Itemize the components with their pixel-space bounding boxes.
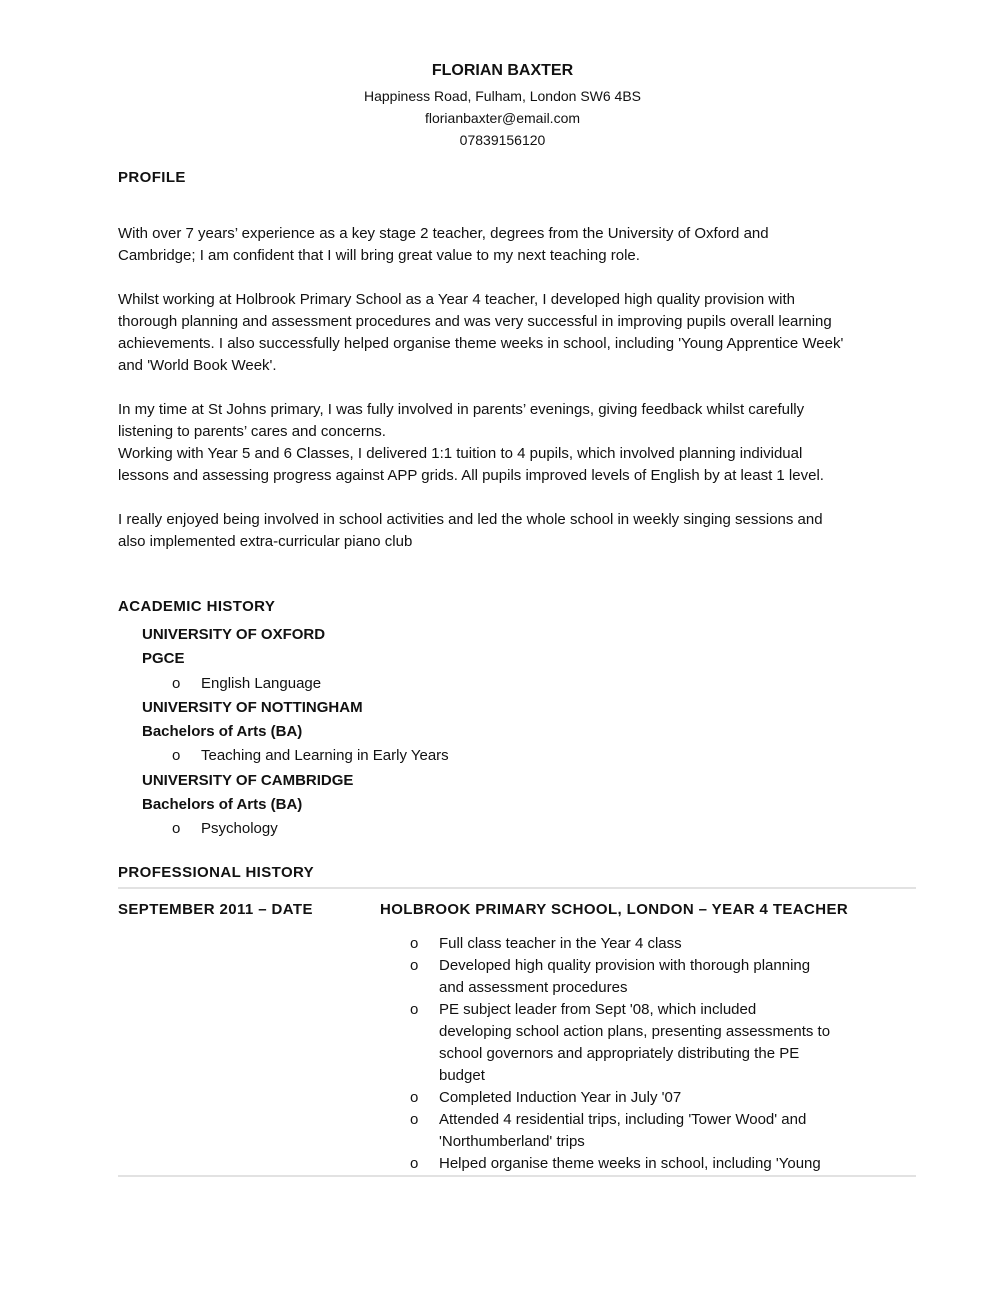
bullet-line: 'Northumberland' trips bbox=[439, 1133, 585, 1150]
degree: PGCE bbox=[142, 650, 185, 668]
profile-line: I really enjoyed being involved in school activities and led the whole school in weekly singing sessions and bbox=[118, 511, 823, 528]
paragraph-gap bbox=[118, 267, 843, 289]
bullet-line: developing school action plans, presenting assessments to bbox=[439, 1023, 831, 1040]
divider bbox=[118, 887, 916, 889]
bullet-icon: o bbox=[410, 1089, 419, 1106]
job-bullet-item bbox=[410, 955, 830, 999]
subject-item bbox=[142, 744, 449, 768]
bullet-line: school governors and appropriately distributing the PE bbox=[439, 1045, 800, 1062]
subject: English Language bbox=[201, 674, 322, 692]
bullet-icon: o bbox=[410, 957, 419, 974]
bullet-line: Completed Induction Year in July '07 bbox=[439, 1089, 682, 1106]
candidate-name: FLORIAN BAXTER bbox=[431, 62, 574, 79]
profile-line: In my time at St Johns primary, I was fully involved in parents’ evenings, giving feedback whilst carefully bbox=[118, 401, 805, 418]
job-bullet-item bbox=[410, 933, 830, 955]
email: florianbaxter@email.com bbox=[424, 110, 581, 126]
paragraph-gap bbox=[118, 487, 843, 509]
profile-heading: PROFILE bbox=[118, 169, 186, 186]
profile-line: listening to parents’ cares and concerns. bbox=[118, 423, 386, 440]
job-bullets bbox=[410, 933, 830, 1175]
bullet-line: Full class teacher in the Year 4 class bbox=[439, 935, 682, 952]
profile-line: With over 7 years’ experience as a key stage 2 teacher, degrees from the University of Oxford and bbox=[118, 225, 769, 242]
bullet-icon: o bbox=[410, 1155, 419, 1172]
degree: Bachelors of Arts (BA) bbox=[142, 723, 303, 741]
profile-line: achievements. I also successfully helped organise theme weeks in school, including 'Young Apprentice Week' bbox=[118, 335, 844, 352]
academic-list bbox=[142, 623, 449, 842]
paragraph-gap bbox=[118, 377, 843, 399]
bullet-line: Developed high quality provision with thorough planning bbox=[439, 957, 811, 974]
job-bullet-item bbox=[410, 1153, 830, 1175]
profile-line: Whilst working at Holbrook Primary School as a Year 4 teacher, I developed high quality provision with bbox=[118, 291, 796, 308]
subject: Psychology bbox=[201, 820, 278, 838]
job-dates: SEPTEMBER 2011 – DATE bbox=[118, 901, 313, 918]
profile-text bbox=[118, 223, 843, 553]
bullet-icon: o bbox=[172, 674, 181, 692]
bullet-icon: o bbox=[410, 1111, 419, 1128]
institution: UNIVERSITY OF OXFORD bbox=[142, 626, 326, 643]
subject-item bbox=[142, 817, 449, 841]
address: Happiness Road, Fulham, London SW6 4BS bbox=[363, 88, 642, 104]
academic-heading: ACADEMIC HISTORY bbox=[118, 598, 276, 615]
institution: UNIVERSITY OF CAMBRIDGE bbox=[142, 771, 354, 789]
bullet-icon: o bbox=[410, 1001, 419, 1018]
phone: 07839156120 bbox=[459, 132, 546, 148]
job-bullet-item bbox=[410, 1109, 830, 1153]
bullet-icon: o bbox=[172, 747, 181, 765]
subject: Teaching and Learning in Early Years bbox=[201, 747, 449, 765]
job-bullet-item bbox=[410, 1087, 830, 1109]
bullet-line: budget bbox=[439, 1067, 485, 1084]
degree: Bachelors of Arts (BA) bbox=[142, 796, 303, 814]
job-bullet-item bbox=[410, 999, 830, 1087]
profile-line: also implemented extra-curricular piano club bbox=[118, 533, 413, 550]
profile-line: and 'World Book Week'. bbox=[118, 357, 277, 374]
bullet-line: and assessment procedures bbox=[439, 979, 628, 996]
bullet-line: Attended 4 residential trips, including 'Tower Wood' and bbox=[439, 1111, 807, 1128]
profile-line: lessons and assessing progress against APP grids. All pupils improved levels of English by at least 1 level. bbox=[118, 467, 824, 484]
professional-heading: PROFESSIONAL HISTORY bbox=[118, 864, 315, 881]
subject-item bbox=[142, 672, 449, 696]
divider bbox=[118, 1175, 916, 1177]
institution: UNIVERSITY OF NOTTINGHAM bbox=[142, 698, 363, 716]
bullet-line: PE subject leader from Sept '08, which included bbox=[439, 1001, 757, 1018]
profile-line: Cambridge; I am confident that I will bring great value to my next teaching role. bbox=[118, 247, 640, 264]
bullet-icon: o bbox=[410, 935, 419, 952]
profile-line: thorough planning and assessment procedures and was very successful in improving pupils overall learning bbox=[118, 313, 832, 330]
job-title: HOLBROOK PRIMARY SCHOOL, LONDON – YEAR 4 TEACHER bbox=[380, 901, 849, 918]
bullet-line: Helped organise theme weeks in school, including 'Young bbox=[439, 1155, 821, 1172]
profile-line: Working with Year 5 and 6 Classes, I delivered 1:1 tuition to 4 pupils, which involved planning individual bbox=[118, 445, 803, 462]
bullet-icon: o bbox=[172, 820, 181, 838]
